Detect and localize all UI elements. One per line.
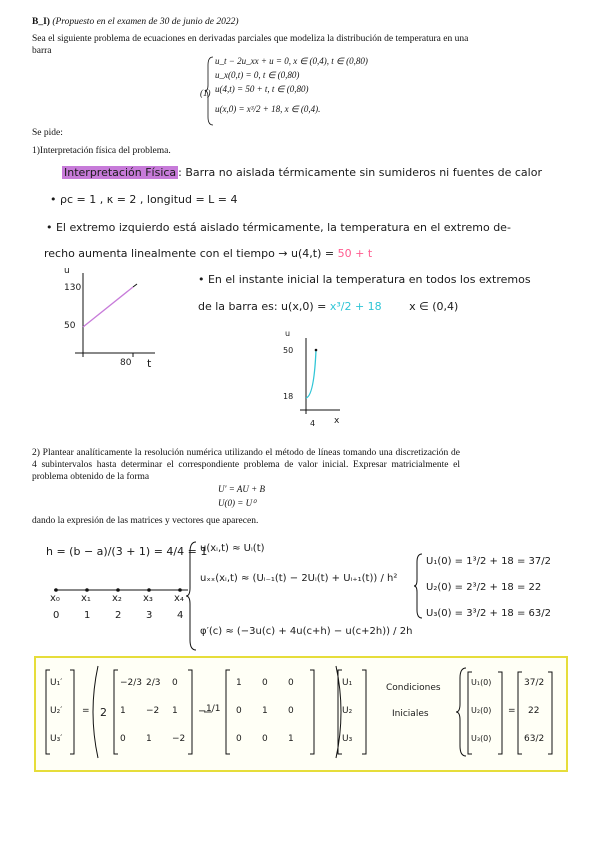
ic-lhs-3: U₃(0) — [471, 734, 492, 743]
graph1-x-tick-80: 80 — [120, 358, 132, 368]
i-32: 0 — [262, 734, 268, 744]
initial-line-a: • En el instante inicial la temperatura en todos los extremos — [198, 273, 531, 286]
node-x2: x₂ — [112, 593, 122, 604]
a-22: −2 — [146, 706, 160, 716]
ic-lhs-1: U₁(0) — [471, 678, 492, 687]
node-x1: x₁ — [81, 593, 91, 604]
ic-2: U₂(0) = 2³/2 + 18 = 22 — [426, 582, 542, 593]
boundary-line-b: recho aumenta linealmente con el tiempo → u(4,t) = 50 + t — [44, 247, 373, 260]
equation-label: (1) — [200, 88, 211, 98]
i-22: 1 — [262, 706, 268, 716]
a-23: 1 — [172, 706, 178, 716]
node-val-4: 4 — [177, 610, 184, 621]
node-val-0: 0 — [53, 610, 60, 621]
question-2: 2) Plantear analíticamente la resolución numérica utilizando el método de líneas tomando una discretización de 4 subintervalos hasta determinar el correspondiente problema de valor inicial. Expresar matricialmente el problema obtenido de la forma — [32, 448, 460, 482]
a-33: −2 — [172, 734, 186, 744]
graph2-y-tick-18: 18 — [283, 392, 294, 401]
i-23: 0 — [288, 706, 294, 716]
i-11: 1 — [236, 678, 242, 688]
node-val-3: 3 — [146, 610, 153, 621]
question-2-closing: dando la expresión de las matrices y vectores que aparecen. — [32, 516, 259, 526]
part1-title: B_I) (Propuesto en el examen de 30 de junio de 2022) — [32, 17, 239, 27]
step-size: h = (b − a)/(3 + 1) = 4/4 = 1 — [46, 545, 208, 558]
u-vec-2: U₂ — [342, 706, 353, 716]
approx-brace — [186, 540, 198, 652]
scalar-fraction: 1/1 — [206, 704, 221, 714]
form-line-1: U′ = AU + B — [218, 484, 265, 494]
graph1-extension — [133, 284, 137, 287]
graph2-y-tick-50: 50 — [283, 346, 294, 355]
a-13: 0 — [172, 678, 178, 688]
part1-intro: Sea el siguiente problema de ecuaciones en derivadas parciales que modeliza la distribución de temperatura en una barra — [32, 34, 469, 56]
pde-eq-3: u(4,t) = 50 + t, t ∈ (0,80) — [215, 84, 309, 94]
ic-3: U₃(0) = 3³/2 + 18 = 63/2 — [426, 608, 551, 619]
boundary-value: 50 + t — [337, 247, 373, 260]
graph2-endpoint — [315, 349, 318, 352]
cond-label-2: Iniciales — [392, 709, 429, 719]
ic-equals: = — [508, 706, 516, 716]
factor: 2 — [100, 706, 107, 719]
i-21: 0 — [236, 706, 242, 716]
approx-3: φ′(c) ≈ (−3u(c) + 4u(c+h) − u(c+2h)) / 2h — [200, 626, 413, 637]
graph1-y-tick-130: 130 — [64, 283, 82, 293]
ic-1: U₁(0) = 1³/2 + 18 = 37/2 — [426, 556, 551, 567]
initial-value: x³/2 + 18 — [329, 300, 382, 313]
graph1-segment — [83, 287, 133, 327]
form-line-2: U(0) = U⁰ — [218, 498, 256, 508]
node-x0: x₀ — [50, 593, 60, 604]
node-val-2: 2 — [115, 610, 122, 621]
equals-sign: = — [82, 706, 90, 716]
u-vec-3: U₃ — [342, 734, 353, 744]
node-x4: x₄ — [174, 593, 184, 604]
interpretation-label: Interpretación Física — [64, 166, 177, 179]
approx-1: u(xᵢ,t) ≈ Uᵢ(t) — [200, 543, 265, 554]
a-11: −2/3 — [120, 678, 143, 688]
interpretation-line — [62, 166, 582, 179]
a-32: 1 — [146, 734, 152, 744]
graph2-x-label: x — [334, 416, 340, 426]
pde-system — [215, 56, 415, 118]
a-31: 0 — [120, 734, 126, 744]
i-12: 0 — [262, 678, 268, 688]
cond-label-1: Condiciones — [386, 683, 441, 693]
ic-rhs-2: 22 — [528, 706, 540, 716]
lhs-u1: U₁′ — [50, 678, 63, 688]
ic-brace — [414, 552, 424, 620]
pde-eq-4: u(x,0) = x³/2 + 18, x ∈ (0,4). — [215, 104, 321, 114]
question-1: 1)Interpretación física del problema. — [32, 146, 171, 156]
node-line — [52, 585, 192, 595]
approx-2: uₓₓ(xᵢ,t) ≈ (Uᵢ₋₁(t) − 2Uᵢ(t) + Uᵢ₊₁(t)) / h² — [200, 573, 398, 584]
node-val-1: 1 — [84, 610, 91, 621]
i-13: 0 — [288, 678, 294, 688]
pde-eq-2: u_x(0,t) = 0, t ∈ (0,80) — [215, 70, 300, 80]
lhs-u3: U₃′ — [50, 734, 63, 744]
node-x3: x₃ — [143, 593, 153, 604]
ic-rhs-3: 63/2 — [524, 734, 545, 744]
boundary-line-a: • El extremo izquierdo está aislado térmicamente, la temperatura en el extremo de- — [46, 221, 511, 234]
a-12: 2/3 — [146, 678, 161, 688]
graph1-y-label: u — [64, 266, 70, 276]
lhs-u2: U₂′ — [50, 706, 63, 716]
minus-sign: − — [198, 706, 207, 717]
initial-line-b: de la barra es: u(x,0) = x³/2 + 18 x ∈ (0,4) — [198, 300, 459, 313]
graph1-y-tick-50: 50 — [64, 321, 76, 331]
graph2-curve — [306, 350, 316, 398]
a-21: 1 — [120, 706, 126, 716]
graph2-x-tick-4: 4 — [310, 419, 316, 428]
graph-initial — [290, 330, 350, 430]
se-pide: Se pide: — [32, 128, 63, 138]
ic-lhs-2: U₂(0) — [471, 706, 492, 715]
pde-eq-1: u_t − 2u_xx + u = 0, x ∈ (0,4), t ∈ (0,80) — [215, 56, 368, 66]
graph1-x-label: t — [147, 357, 152, 370]
params-line: • ρc = 1 , κ = 2 , longitud = L = 4 — [50, 193, 238, 206]
u-vec-1: U₁ — [342, 678, 353, 688]
ic-rhs-1: 37/2 — [524, 678, 545, 688]
graph2-y-label: u — [285, 329, 291, 338]
i-31: 0 — [236, 734, 242, 744]
i-33: 1 — [288, 734, 294, 744]
equation-brace — [205, 55, 215, 127]
interpretation-text: : Barra no aislada térmicamente sin sumideros ni fuentes de calor — [178, 166, 542, 179]
